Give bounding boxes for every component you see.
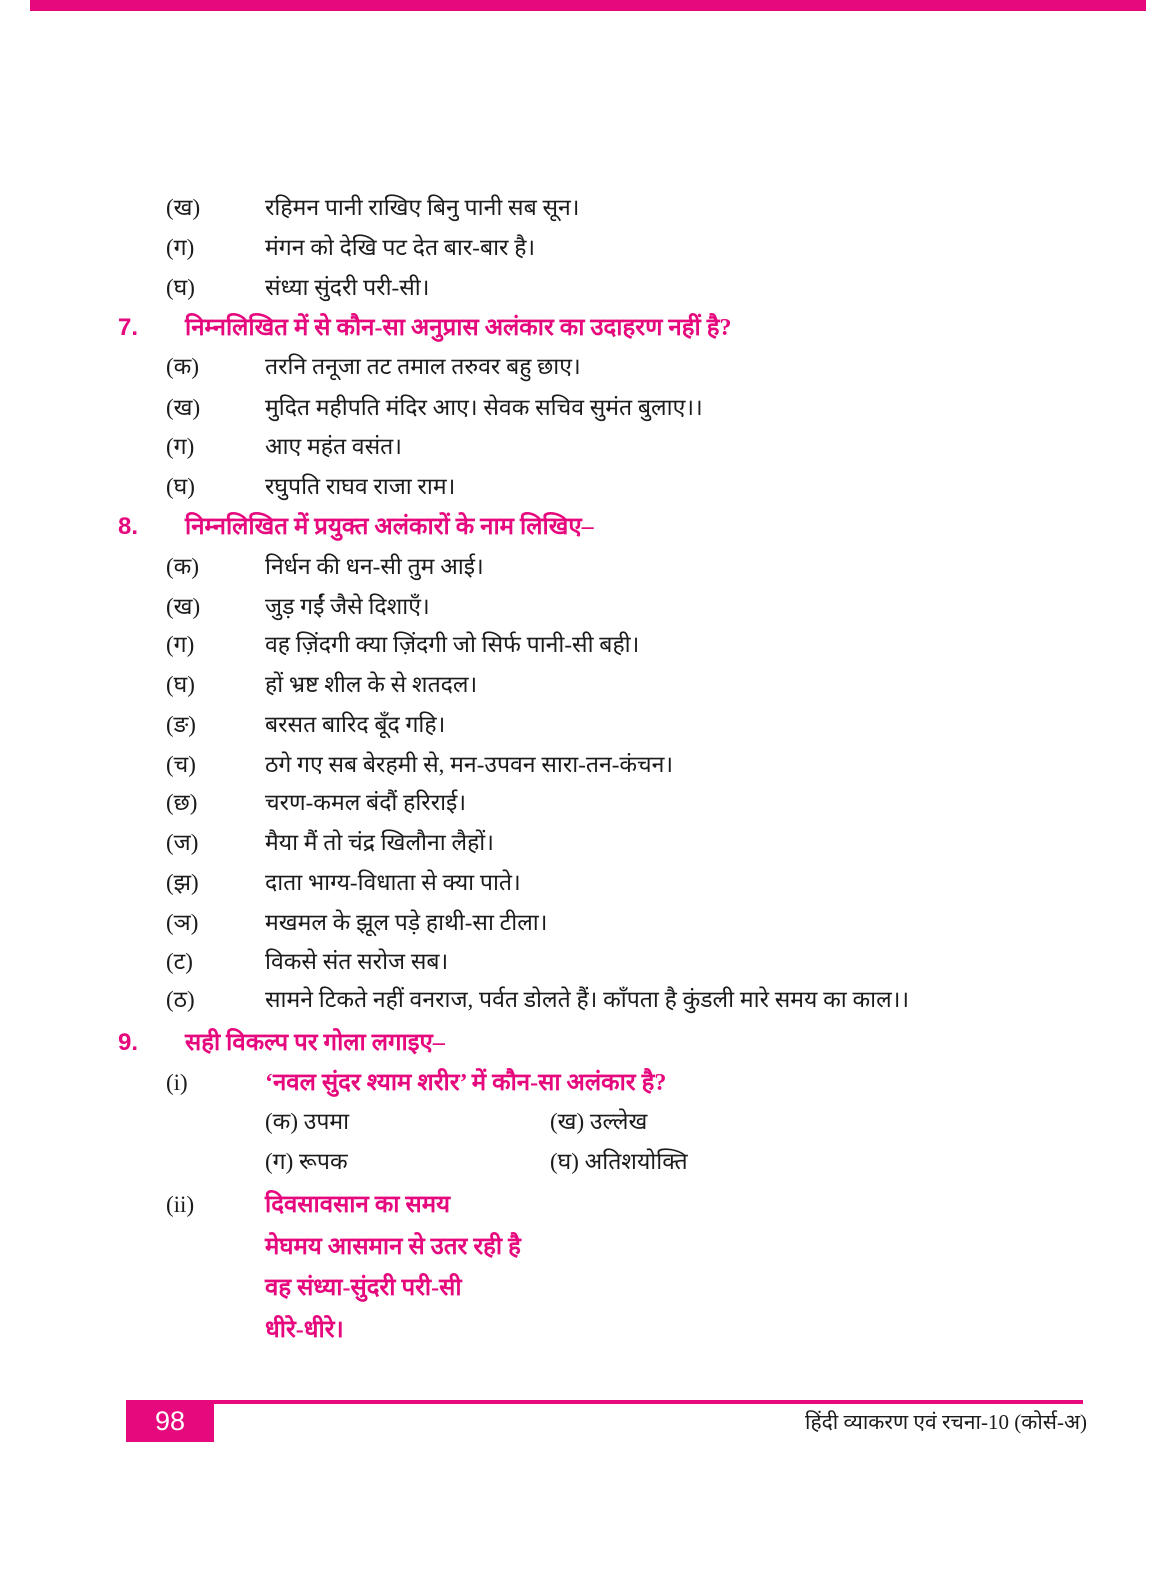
option-row bbox=[0, 188, 1152, 228]
option-label: (छ) bbox=[166, 790, 198, 815]
option-label: (झ) bbox=[166, 870, 199, 895]
option-text: वह ज़िंदगी क्या ज़िंदगी जो सिर्फ पानी-सी बही। bbox=[265, 632, 640, 657]
option-label: (ख) bbox=[166, 594, 201, 619]
option-text: विकसे संत सरोज सब। bbox=[265, 949, 449, 974]
option-text: मुदित महीपति मंदिर आए। सेवक सचिव सुमंत बुलाए।। bbox=[265, 395, 703, 420]
option-text: रघुपति राघव राजा राम। bbox=[265, 474, 456, 499]
option-row bbox=[0, 268, 1152, 308]
choice-label: (क) bbox=[265, 1109, 298, 1134]
page-number-badge: 98 bbox=[126, 1400, 214, 1442]
verse-line: वह संध्या-सुंदरी परी-सी bbox=[265, 1275, 462, 1301]
question-number: 8. bbox=[118, 513, 139, 540]
option-text: बरसत बारिद बूँद गहि। bbox=[265, 712, 446, 737]
choice bbox=[550, 1142, 688, 1182]
option-label: (ज) bbox=[166, 830, 199, 855]
option-text: आए महंत वसंत। bbox=[265, 434, 402, 459]
option-text: मैया मैं तो चंद्र खिलौना लैहों। bbox=[265, 830, 494, 855]
option-label: (ठ) bbox=[166, 987, 195, 1012]
option-label: (ङ) bbox=[166, 712, 196, 737]
option-text: चरण-कमल बंदौं हरिराई। bbox=[265, 790, 467, 815]
option-text: संध्या सुंदरी परी-सी। bbox=[265, 275, 430, 300]
verse-row bbox=[0, 1268, 1152, 1308]
option-label: (ख) bbox=[166, 195, 201, 220]
option-row bbox=[0, 467, 1152, 507]
question-number: 9. bbox=[118, 1029, 139, 1056]
option-row bbox=[0, 863, 1152, 903]
sub-question-label: (i) bbox=[166, 1070, 188, 1095]
option-label: (घ) bbox=[166, 275, 195, 300]
option-row bbox=[0, 823, 1152, 863]
option-text: तरनि तनूजा तट तमाल तरुवर बहु छाए। bbox=[265, 354, 581, 379]
option-row bbox=[0, 705, 1152, 745]
choice-text: रूपक bbox=[299, 1149, 348, 1174]
option-row bbox=[0, 745, 1152, 785]
question-heading: निम्नलिखित में से कौन-सा अनुप्रास अलंकार का उदाहरण नहीं है? bbox=[185, 315, 732, 341]
choice-label: (घ) bbox=[550, 1149, 579, 1174]
option-text: निर्धन की धन-सी तुम आई। bbox=[265, 554, 484, 579]
verse-line: दिवसावसान का समय bbox=[265, 1192, 450, 1218]
option-row bbox=[0, 942, 1152, 982]
choice bbox=[265, 1102, 349, 1142]
option-label: (क) bbox=[166, 554, 199, 579]
option-row bbox=[0, 625, 1152, 665]
option-text: रहिमन पानी राखिए बिनु पानी सब सून। bbox=[265, 195, 580, 220]
option-label: (घ) bbox=[166, 474, 195, 499]
option-row bbox=[0, 388, 1152, 428]
sub-question-text: ‘नवल सुंदर श्याम शरीर’ में कौन-सा अलंकार है? bbox=[265, 1070, 667, 1096]
choice-text: उपमा bbox=[303, 1109, 350, 1134]
option-text: दाता भाग्य-विधाता से क्या पाते। bbox=[265, 870, 521, 895]
option-text: सामने टिकते नहीं वनराज, पर्वत डोलते हैं। काँपता है कुंडली मारे समय का काल।। bbox=[265, 987, 910, 1012]
option-row bbox=[0, 903, 1152, 943]
choices-row bbox=[0, 1102, 1152, 1142]
question-heading: निम्नलिखित में प्रयुक्त अलंकारों के नाम लिखिए– bbox=[185, 514, 594, 540]
option-row bbox=[0, 587, 1152, 627]
option-text: जुड़ गईं जैसे दिशाएँ। bbox=[265, 594, 430, 619]
option-row bbox=[0, 665, 1152, 705]
question-number: 7. bbox=[118, 314, 139, 341]
option-label: (घ) bbox=[166, 672, 195, 697]
option-label: (च) bbox=[166, 752, 196, 777]
question-8-heading-row bbox=[0, 507, 1152, 547]
option-label: (ख) bbox=[166, 395, 201, 420]
choice bbox=[550, 1102, 647, 1142]
verse-line: धीरे-धीरे। bbox=[265, 1317, 344, 1343]
option-row bbox=[0, 228, 1152, 268]
option-row bbox=[0, 783, 1152, 823]
option-row bbox=[0, 547, 1152, 587]
sub-question-row bbox=[0, 1063, 1152, 1103]
choice-text: अतिशयोक्ति bbox=[584, 1149, 688, 1174]
footer-rule bbox=[126, 1400, 1083, 1404]
option-text: ठगे गए सब बेरहमी से, मन-उपवन सारा-तन-कंचन। bbox=[265, 752, 674, 777]
question-7-heading-row bbox=[0, 308, 1152, 348]
option-row bbox=[0, 427, 1152, 467]
choice-label: (ख) bbox=[550, 1109, 585, 1134]
sub-question-label: (ii) bbox=[166, 1192, 195, 1217]
option-text: मखमल के झूल पड़े हाथी-सा टीला। bbox=[265, 910, 548, 935]
option-text: हों भ्रष्ट शील के से शतदल। bbox=[265, 672, 478, 697]
option-label: (ग) bbox=[166, 434, 195, 459]
option-text: मंगन को देखि पट देत बार-बार है। bbox=[265, 235, 536, 260]
choice-text: उल्लेख bbox=[589, 1109, 648, 1134]
question-9-heading-row bbox=[0, 1023, 1152, 1063]
sub-question-row bbox=[0, 1185, 1152, 1225]
top-accent-bar bbox=[30, 0, 1146, 11]
verse-row bbox=[0, 1310, 1152, 1350]
option-label: (ग) bbox=[166, 632, 195, 657]
option-label: (ञ) bbox=[166, 910, 199, 935]
option-row bbox=[0, 347, 1152, 387]
choices-row bbox=[0, 1142, 1152, 1182]
option-label: (ग) bbox=[166, 235, 195, 260]
choice bbox=[265, 1142, 348, 1182]
choice-label: (ग) bbox=[265, 1149, 294, 1174]
option-label: (क) bbox=[166, 354, 199, 379]
option-row bbox=[0, 980, 1152, 1020]
option-label: (ट) bbox=[166, 949, 193, 974]
verse-row bbox=[0, 1227, 1152, 1267]
verse-line: मेघमय आसमान से उतर रही है bbox=[265, 1234, 521, 1260]
footer-book-title: हिंदी व्याकरण एवं रचना-10 (कोर्स-अ) bbox=[805, 1410, 1087, 1434]
question-heading: सही विकल्प पर गोला लगाइए– bbox=[185, 1030, 445, 1056]
